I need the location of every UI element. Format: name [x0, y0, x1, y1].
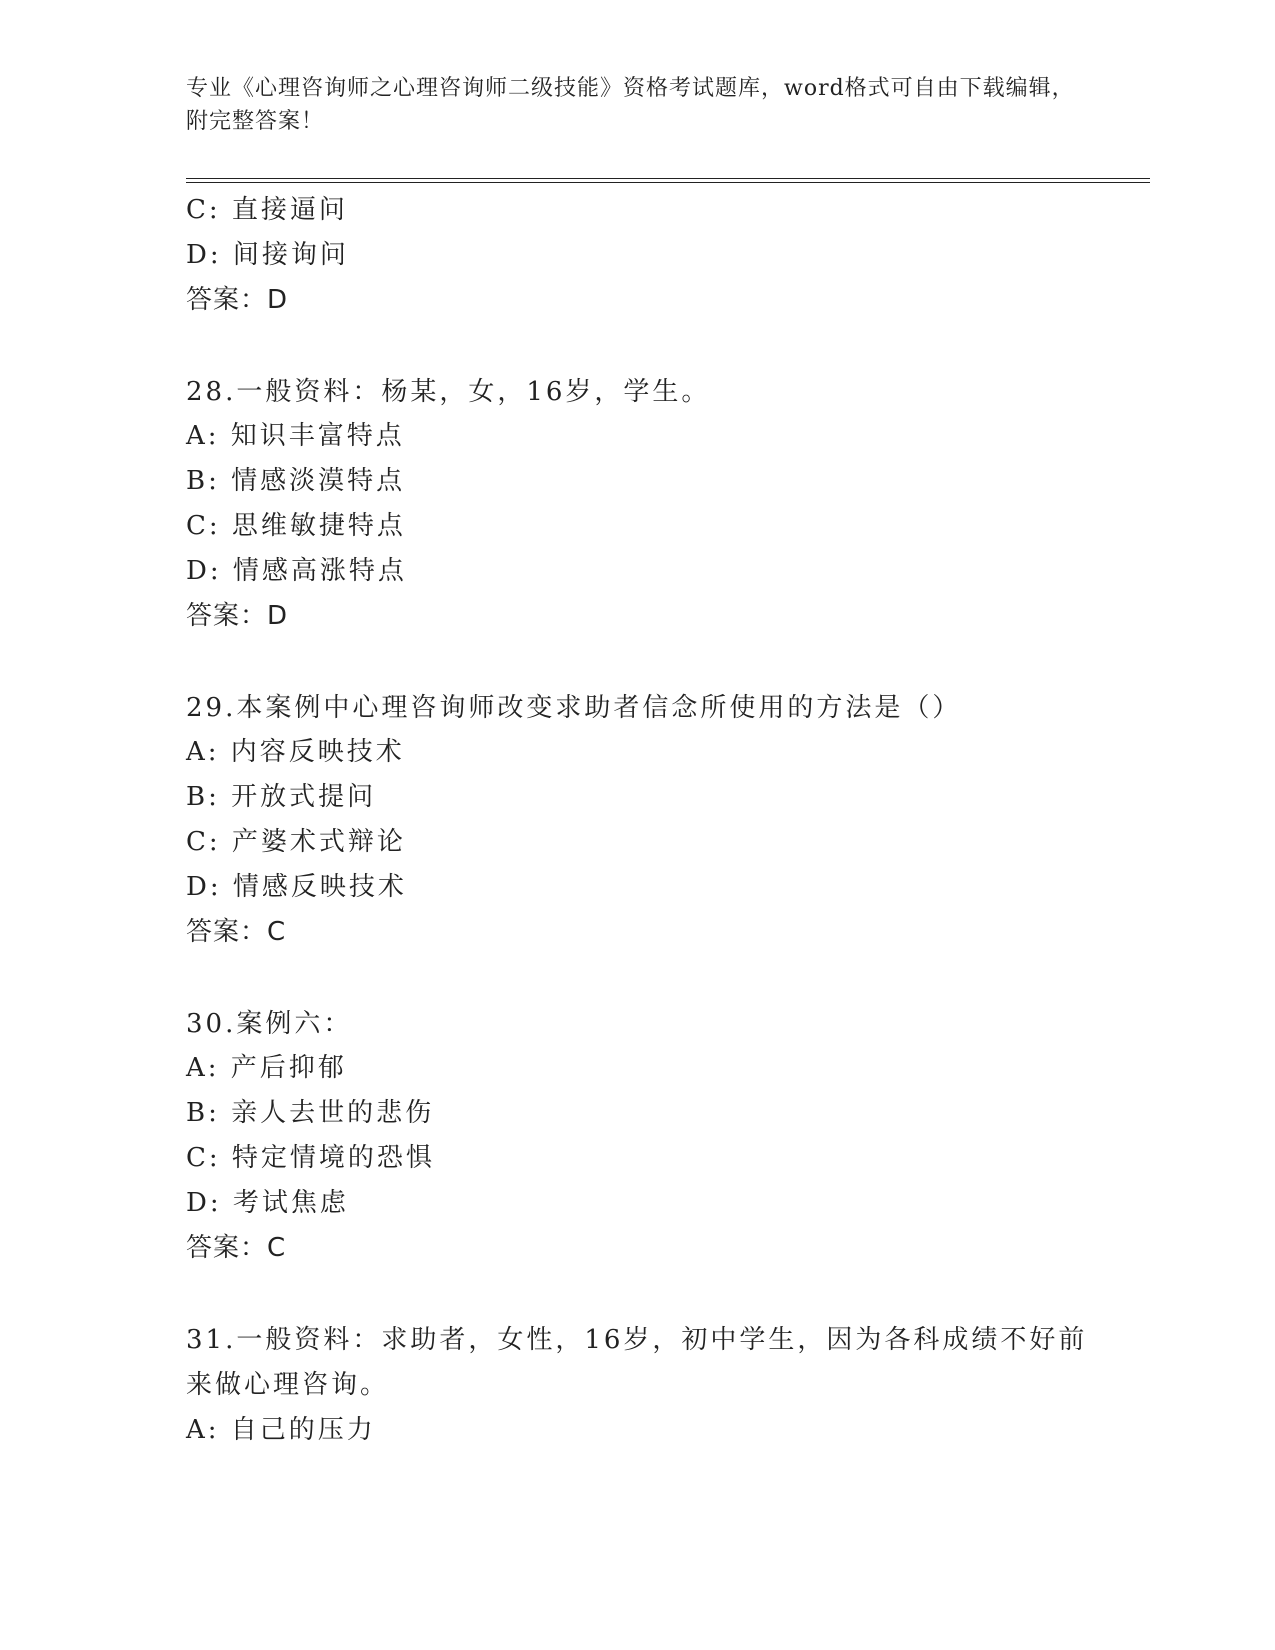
option-line: D: 情感高涨特点 — [186, 556, 407, 586]
option-line: D: 情感反映技术 — [186, 872, 407, 902]
header-divider — [186, 178, 1150, 183]
option-line: A: 内容反映技术 — [186, 737, 405, 767]
option-line: B: 开放式提问 — [186, 782, 377, 812]
option-line: D: 考试焦虑 — [186, 1188, 349, 1218]
question-text: 来做心理咨询。 — [186, 1370, 390, 1400]
option-line: B: 情感淡漠特点 — [186, 466, 406, 496]
answer-line: 答案：C — [186, 1233, 287, 1263]
option-line: A: 自己的压力 — [186, 1415, 376, 1445]
option-line: C: 直接逼问 — [186, 195, 348, 225]
option-line: A: 产后抑郁 — [186, 1053, 347, 1083]
question-text: 29.本案例中心理咨询师改变求助者信念所使用的方法是（） — [186, 693, 962, 723]
option-line: A: 知识丰富特点 — [186, 421, 405, 451]
question-text: 31.一般资料：求助者，女性，16岁，初中学生，因为各科成绩不好前 — [186, 1325, 1088, 1355]
option-line: C: 思维敏捷特点 — [186, 511, 406, 541]
option-line: B: 亲人去世的悲伤 — [186, 1098, 435, 1128]
answer-line: 答案：C — [186, 917, 287, 947]
question-text: 30.案例六： — [186, 1009, 353, 1039]
option-line: C: 特定情境的恐惧 — [186, 1143, 435, 1173]
option-line: D: 间接询问 — [186, 240, 349, 270]
answer-line: 答案：D — [186, 285, 289, 315]
answer-line: 答案：D — [186, 601, 289, 631]
document-header: 专业《心理咨询师之心理咨询师二级技能》资格考试题库，word格式可自由下载编辑，附完整答案！ — [186, 76, 1075, 134]
question-text: 28.一般资料：杨某，女，16岁，学生。 — [186, 377, 711, 407]
option-line: C: 产婆术式辩论 — [186, 827, 406, 857]
